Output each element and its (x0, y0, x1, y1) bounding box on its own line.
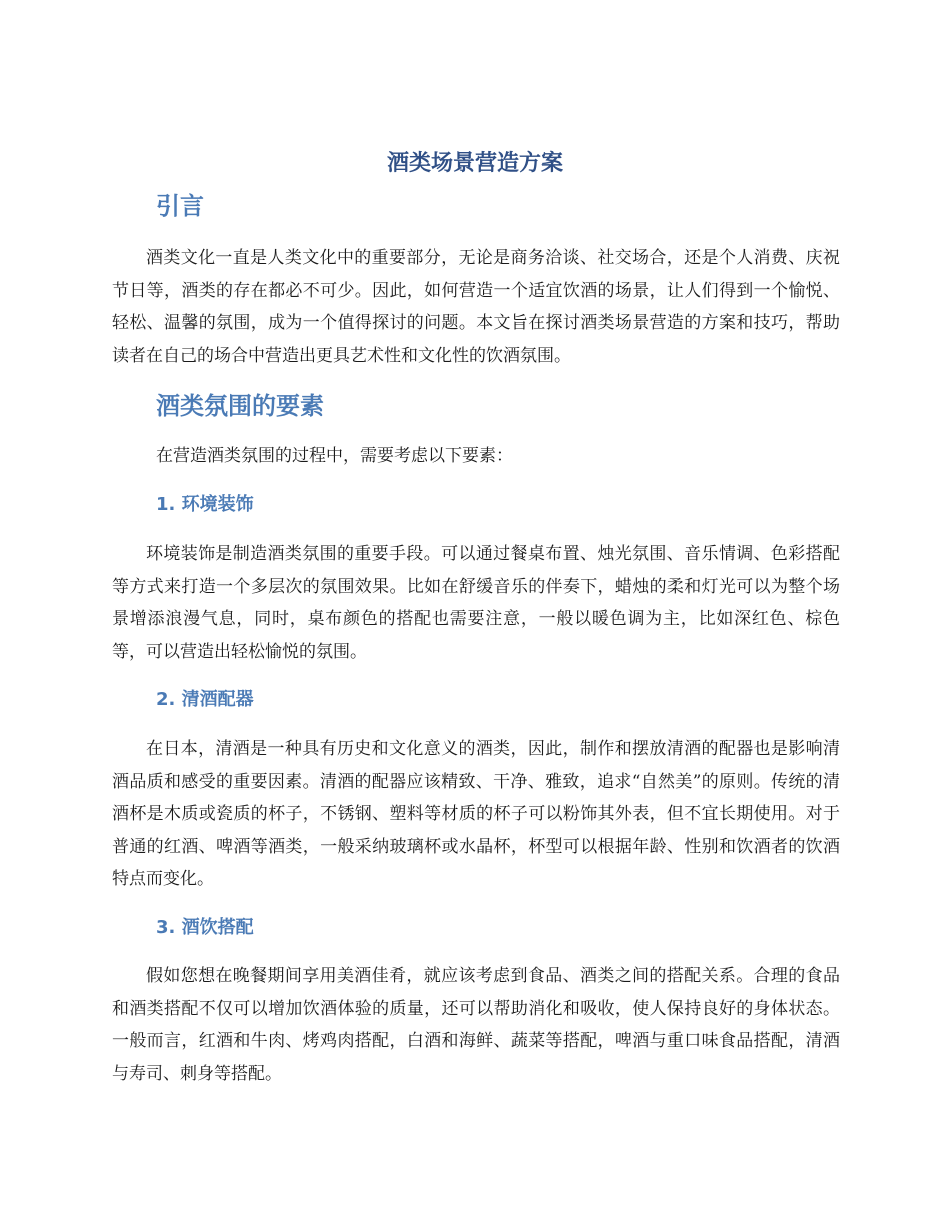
heading-food-pairing: 3. 酒饮搭配 (156, 917, 254, 938)
paragraph-introduction: 酒类文化一直是人类文化中的重要部分，无论是商务洽谈、社交场合，还是个人消费、庆祝节日等，酒类的存在都必不可少。因此，如何营造一个适宜饮酒的场景，让人们得到一个愉悦、轻松、温馨的氛围，成为一个值得探讨的问题。本文旨在探讨酒类场景营造的方案和技巧，帮助读者在自己的场合中营造出更具艺术性和文化性的饮酒氛围。 (112, 248, 840, 366)
paragraph-food-pairing: 假如您想在晚餐期间享用美酒佳肴，就应该考虑到食品、酒类之间的搭配关系。合理的食品和酒类搭配不仅可以增加饮酒体验的质量，还可以帮助消化和吸收，使人保持良好的身体状态。一般而言，红酒和牛肉、烤鸡肉搭配，白酒和海鲜、蔬菜等搭配，啤酒与重口味食品搭配，清酒与寿司、刺身等搭配。 (112, 966, 840, 1084)
paragraph-sake-ware: 在日本，清酒是一种具有历史和文化意义的酒类，因此，制作和摆放清酒的配器也是影响清酒品质和感受的重要因素。清酒的配器应该精致、干净、雅致，追求“自然美”的原则。传统的清酒杯是木质或瓷质的杯子，不锈钢、塑料等材质的杯子可以粉饰其外表，但不宜长期使用。对于普通的红酒、啤酒等酒类，一般采纳玻璃杯或水晶杯，杯型可以根据年龄、性别和饮酒者的饮酒特点而变化。 (112, 739, 840, 889)
heading-atmosphere-elements: 酒类氛围的要素 (156, 392, 324, 420)
heading-environment-decoration: 1. 环境装饰 (156, 494, 254, 515)
document-title: 酒类场景营造方案 (386, 151, 563, 176)
heading-introduction: 引言 (156, 192, 204, 220)
paragraph-environment-decoration: 环境装饰是制造酒类氛围的重要手段。可以通过餐桌布置、烛光氛围、音乐情调、色彩搭配等方式来打造一个多层次的氛围效果。比如在舒缓音乐的伴奏下，蜡烛的柔和灯光可以为整个场景增添浪漫气息，同时，桌布颜色的搭配也需要注意，一般以暖色调为主，比如深红色、棕色等，可以营造出轻松愉悦的氛围。 (112, 544, 840, 662)
heading-sake-ware: 2. 清酒配器 (156, 689, 254, 710)
paragraph-elements-intro: 在营造酒类氛围的过程中，需要考虑以下要素： (156, 446, 513, 466)
